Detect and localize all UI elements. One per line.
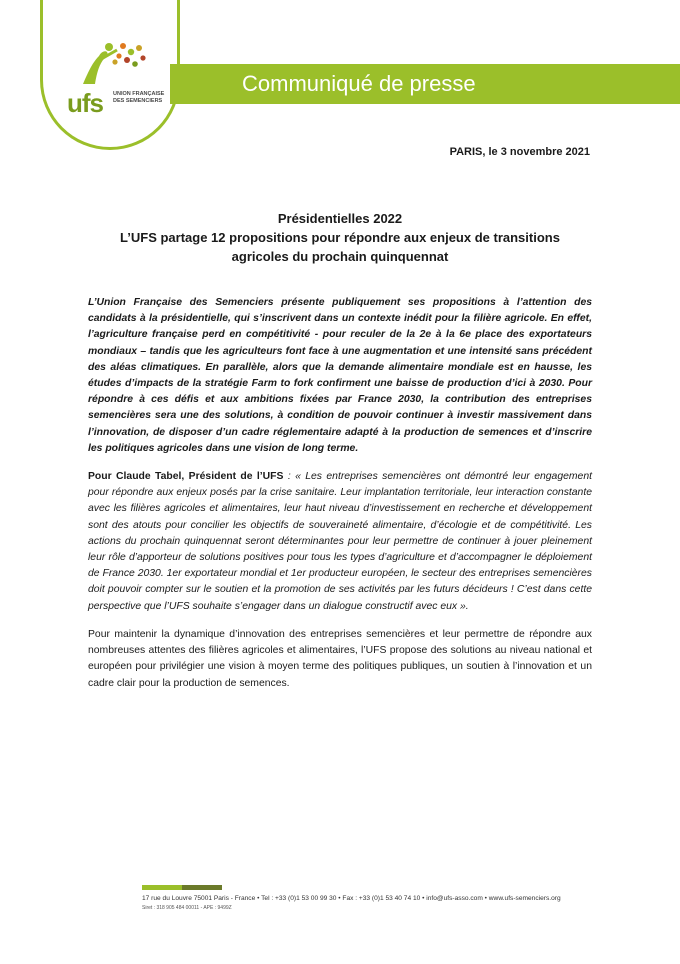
logo-wordmark: ufs	[67, 88, 103, 118]
footer-address: 17 rue du Louvre 75001 Paris - France • Tel : +33 (0)1 53 00 99 30 • Fax : +33 (0)1 53 40 74 10 • info@ufs-asso.com • www.ufs-semenciers.org	[142, 895, 561, 902]
header-banner	[170, 64, 680, 104]
date-line: PARIS, le 3 novembre 2021	[449, 146, 590, 158]
quote-text: : « Les entreprises semencières ont démontré leur engagement pour répondre aux enjeux posés par la crise sanitaire. Leur implantation territoriale, leur interaction constante avec les filières agricoles et alimentaires, leur haut niveau d’investissement en recherche et développement sont des atouts pour concilier les objectifs de souveraineté alimentaire, d’écologie et de compétitivité. Les actions du prochain quinquennat seront déterminantes pour leur permettre de continuer à jouer pleinement leur rôle d’apporteur de solutions positives pour tous les types d’agriculture et d’accompagner le déploiement de France 2030. 1er exportateur mondial et 1er producteur européen, le secteur des entreprises semencières doit pouvoir compter sur le soutien et la promotion de ses activités par les futurs décideurs ! C’est dans cette perspective que l’UFS souhaite s’engager dans un dialogue constructif avec eux ».	[88, 471, 592, 612]
headline-line-2: L’UFS partage 12 propositions pour répondre aux enjeux de transitions	[120, 230, 560, 245]
footer-accent-bar-dark	[182, 885, 222, 890]
headline	[90, 209, 590, 266]
ufs-logo	[40, 0, 180, 160]
headline-line-3: agricoles du prochain quinquennat	[231, 249, 449, 264]
footer-accent-bar	[142, 885, 182, 890]
logo-subtitle: UNION FRANÇAISE DES SEMENCIERS	[113, 91, 165, 104]
headline-line-1: Présidentielles 2022	[277, 211, 403, 226]
intro-paragraph: L’Union Française des Semenciers présente publiquement ses propositions à l’attention des candidats à la présidentielle, qui s’inscrivent dans un contexte inédit pour la filière agricole. En effet, l’agriculture française perd en compétitivité - pour reculer de la 2e à la 6e place des exportateurs mondiaux – tandis que les agriculteurs font face à une augmentation et une intensité sans précédent des aléas climatiques. En parallèle, alors que la demande alimentaire mondiale est en hausse, les études d’impacts de la stratégie Farm to fork confirment une baisse de production d’ici à 2030. Pour répondre à ces défis et aux ambitions fixées par France 2030, la contribution des entreprises semencières sera une des solutions, à condition de pouvoir continuer à investir massivement dans l’innovation, de disposer d’un cadre réglementaire adapté à la production de semences et d’inscrire les politiques agricoles dans une vision de long terme.	[88, 297, 592, 454]
sower-figure-icon	[43, 0, 180, 150]
footer-legal: Siret : 318 905 484 00011 - APE : 9499Z	[142, 905, 232, 911]
logo-circle	[40, 0, 180, 150]
banner-title: Communiqué de presse	[242, 71, 476, 96]
quote-lead: Pour Claude Tabel, Président de l’UFS	[88, 471, 284, 482]
quote-paragraph	[88, 469, 592, 615]
closing-paragraph: Pour maintenir la dynamique d’innovation des entreprises semencières et leur permettre de répondre aux nombreuses attentes des filières agricoles et alimentaires, l’UFS propose des solutions au niveau national et européen pour privilégier une vision à moyen terme des politiques publiques, un soutien à l’innovation et un cadre clair pour la production de semences.	[88, 629, 592, 689]
